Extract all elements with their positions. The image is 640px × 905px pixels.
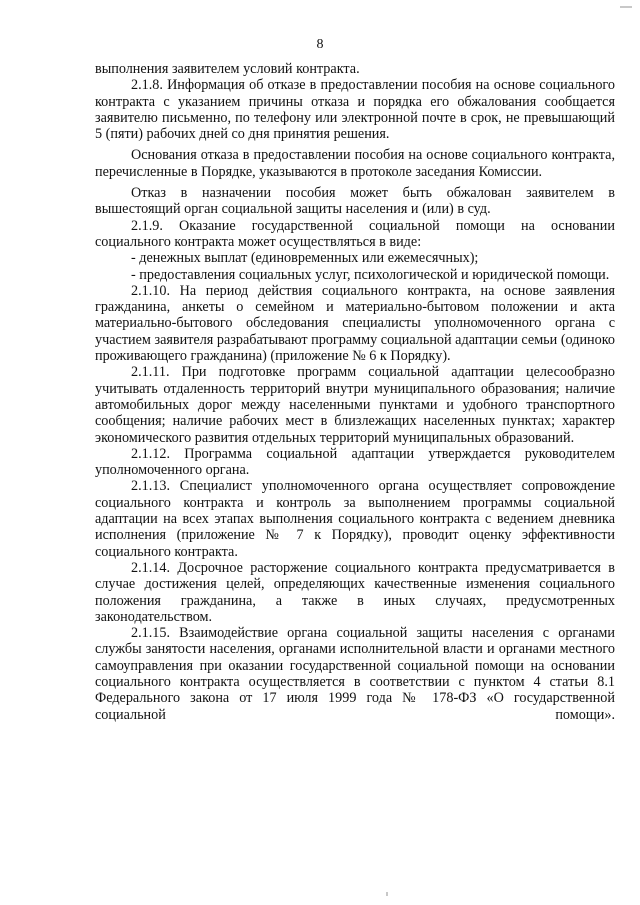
paragraph: Отказ в назначении пособия может быть обжалован заявителем в вышестоящий орган социальной защиты населения и (или) в суд. <box>95 185 615 218</box>
scan-mark <box>386 892 388 896</box>
list-item: - денежных выплат (единовременных или ежемесячных); <box>131 250 479 267</box>
paragraph: 2.1.15. Взаимодействие органа социальной защиты населения с органами службы занятости населения, органами исполнительной власти и органами местного самоуправления при оказании государственной социальной помощи на основании социального контракта осуществляется в соответствии с пунктом 4 статьи 8.1 Федерального закона от 17 июля 1999 года № 178-ФЗ «О государственной социальной помощи». <box>95 625 615 723</box>
paragraph: 2.1.8. Информация об отказе в предоставлении пособия на основе социального контракта с указанием причины отказа и порядка его обжалования сообщается заявителю письменно, по телефону или электронной почте в срок, не превышающий 5 (пяти) рабочих дней со дня принятия решения. <box>95 77 615 143</box>
paragraph: 2.1.12. Программа социальной адаптации утверждается руководителем уполномоченного органа. <box>95 445 615 479</box>
paragraph: 2.1.13. Специалист уполномоченного органа осуществляет сопровождение социального контракта и контроль за выполнением программы социальной адаптации на всех этапах выполнения социального контракта с ведением дневника исполнения (приложение № 7 к Порядку), проводит оценку эффективности социального контракта. <box>95 478 615 560</box>
paragraph: 2.1.9. Оказание государственной социальной помощи на основании социального контракта может осуществляться в виде: <box>95 217 615 250</box>
paragraph: 2.1.10. На период действия социального контракта, на основе заявления гражданина, анкеты о семейном и материально-бытовом положении и акта материально-бытового обследования специалисты уполномоченного органа с участием заявителя разрабатывают программу социальной адаптации семьи (одиноко проживающего гражданина) (приложение № 6 к Порядку). <box>95 282 615 365</box>
paragraph: Основания отказа в предоставлении пособия на основе социального контракта, перечисленные в Порядке, указываются в протоколе заседания Комиссии. <box>95 147 615 180</box>
paragraph: выполнения заявителем условий контракта. <box>95 61 360 77</box>
paragraph: 2.1.14. Досрочное расторжение социального контракта предусматривается в случае достижения целей, определяющих качественные изменения социального положения гражданина, а также в иных случаях, предусмотренных законодательством. <box>95 559 615 625</box>
document-body <box>95 61 615 723</box>
paragraph: 2.1.11. При подготовке программ социальной адаптации целесообразно учитывать отдаленность территорий внутри муниципального образования; наличие автомобильных дорог между населенными пунктами и удобного транспортного сообщения; наличие рабочих мест в близлежащих населенных пунктах; характер экономического развития отдельных территорий муниципальных образований. <box>95 364 615 446</box>
page-number: 8 <box>316 37 324 52</box>
scan-mark <box>620 6 632 8</box>
list-item: - предоставления социальных услуг, психологической и юридической помощи. <box>131 266 610 283</box>
